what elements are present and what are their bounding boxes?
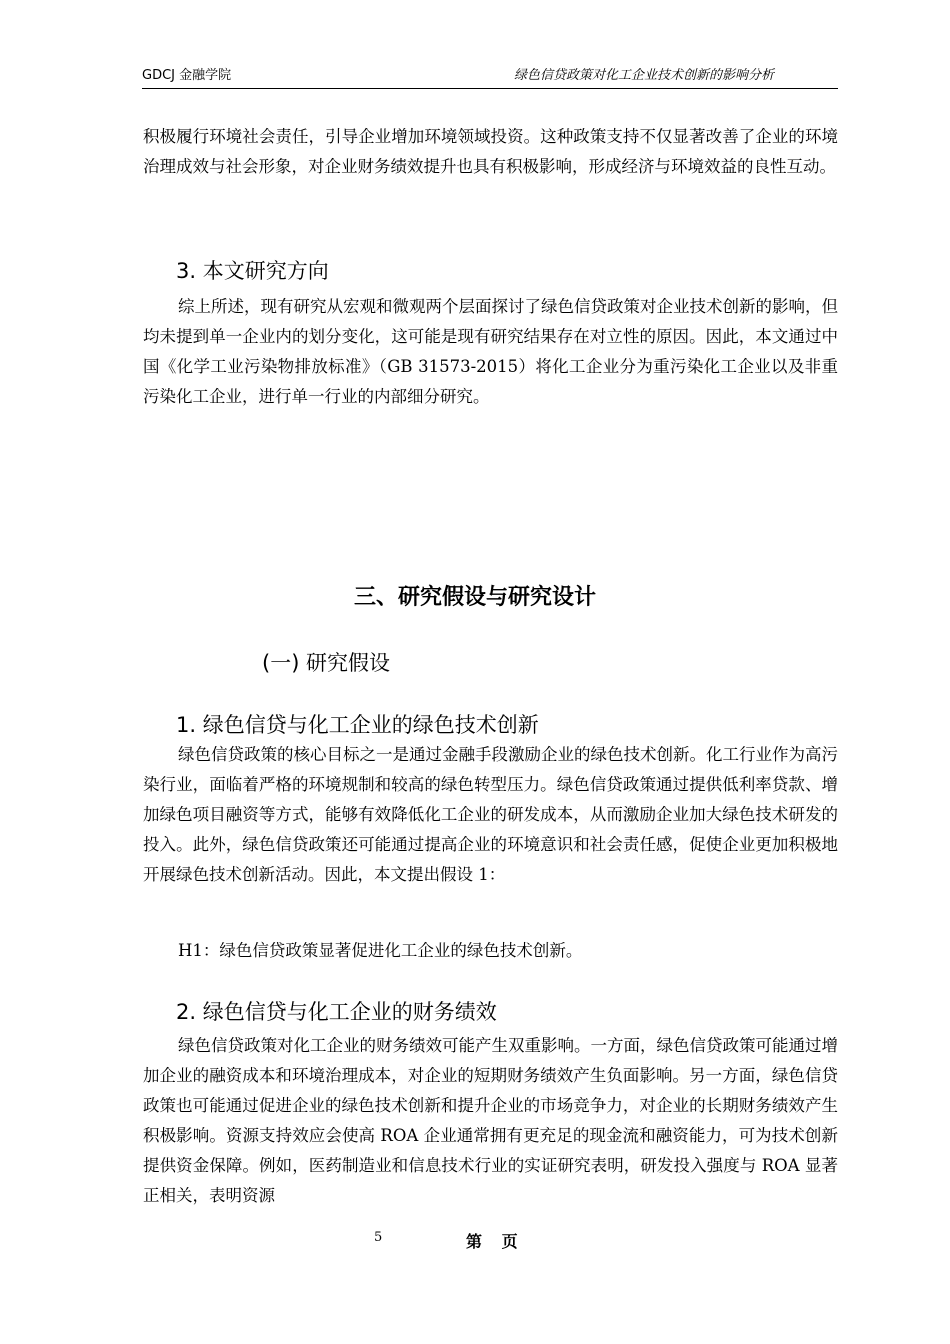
research-direction-paragraph: 综上所述，现有研究从宏观和微观两个层面探讨了绿色信贷政策对企业技术创新的影响，但均未提到单一企业内的划分变化，这可能是现有研究结果存在对立性的原因。因此，本文通过中国《化学工业污染物排放标准》（GB 31573-2015）将化工企业分为重污染化工企业以及非重污染化工企业，进行单一行业的内部细分研究。 — [143, 297, 838, 406]
chapter-title: 三、研究假设与研究设计 — [353, 585, 596, 610]
continued-paragraph: 积极履行环境社会责任，引导企业增加环境领域投资。这种政策支持不仅显著改善了企业的环境治理成效与社会形象，对企业财务绩效提升也具有积极影响，形成经济与环境效益的良性互动。 — [143, 127, 838, 176]
running-header — [142, 66, 838, 89]
header-school: GDCJ 金融学院 — [142, 68, 232, 83]
section-heading-research-direction: 3. 本文研究方向 — [176, 259, 329, 283]
hypothesis-1-paragraph: 绿色信贷政策的核心目标之一是通过金融手段激励企业的绿色技术创新。化工行业作为高污染行业，面临着严格的环境规制和较高的绿色转型压力。绿色信贷政策通过提供低利率贷款、增加绿色项目融资等方式，能够有效降低化工企业的研发成本，从而激励企业加大绿色技术研发的投入。此外，绿色信贷政策还可能通过提高企业的环境意识和社会责任感，促使企业更加积极地开展绿色技术创新活动。因此，本文提出假设 1： — [143, 745, 838, 884]
subsection-title: (一) 研究假设 — [262, 651, 391, 675]
header-paper-title: 绿色信贷政策对化工企业技术创新的影响分析 — [513, 68, 774, 83]
page-label: 第 页 — [466, 1232, 518, 1251]
hypothesis-1-statement: H1：绿色信贷政策显著促进化工企业的绿色技术创新。 — [178, 941, 583, 960]
hypothesis-1-heading: 1. 绿色信贷与化工企业的绿色技术创新 — [176, 713, 539, 737]
hypothesis-2-paragraph: 绿色信贷政策对化工企业的财务绩效可能产生双重影响。一方面，绿色信贷政策可能通过增加企业的融资成本和环境治理成本，对企业的短期财务绩效产生负面影响。另一方面，绿色信贷政策也可能通过促进企业的绿色技术创新和提升企业的市场竞争力，对企业的长期财务绩效产生积极影响。资源支持效应会使高 ROA 企业通常拥有更充足的现金流和融资能力，可为技术创新提供资金保障。例如，医药制造业和信息技术行业的实证研究表明，研发投入强度与 ROA 显著正相关，表明资源 — [143, 1036, 838, 1205]
page-number: 5 — [374, 1230, 383, 1245]
hypothesis-2-heading: 2. 绿色信贷与化工企业的财务绩效 — [176, 1000, 497, 1024]
